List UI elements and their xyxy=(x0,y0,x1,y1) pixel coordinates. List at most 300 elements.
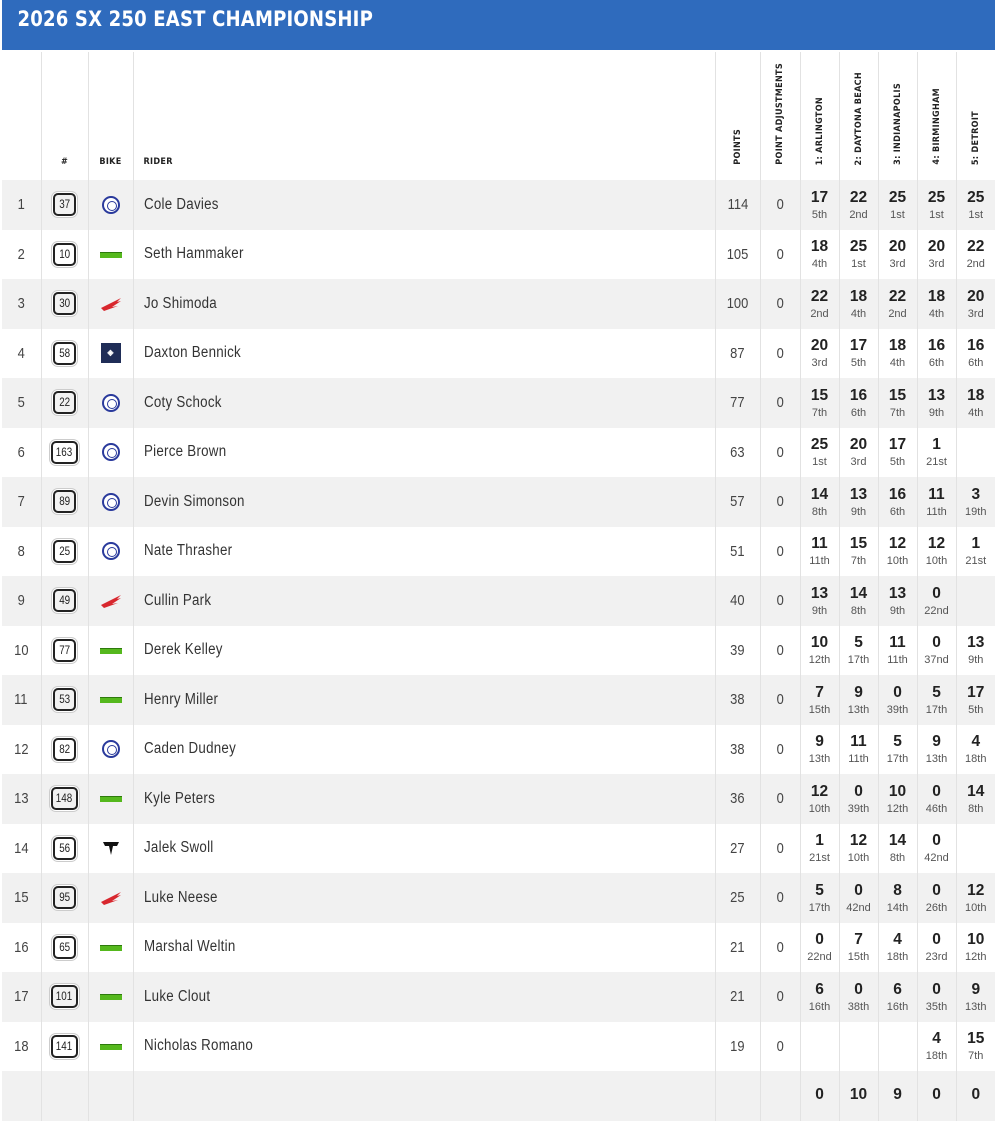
header-rider: RIDER xyxy=(133,52,715,180)
race-points: 14 xyxy=(888,832,907,850)
position-cell: 11 xyxy=(14,691,28,709)
race-points: 22 xyxy=(888,287,907,305)
race-placement: 9th xyxy=(811,604,828,617)
race-points: 15 xyxy=(967,1030,985,1048)
rider-name[interactable]: Jo Shimoda xyxy=(133,279,715,329)
adjustment-cell: 0 xyxy=(760,923,800,973)
bike-cell xyxy=(88,1071,133,1121)
race-placement: 4th xyxy=(889,357,906,370)
table-row[interactable] xyxy=(2,279,995,329)
race-points: 25 xyxy=(849,238,868,256)
table-row[interactable] xyxy=(2,675,995,725)
race-points: 15 xyxy=(849,535,868,553)
race-placement: 7th xyxy=(889,406,906,419)
points-cell: 114 xyxy=(715,180,760,230)
rider-name[interactable]: Kyle Peters xyxy=(133,774,715,824)
yamaha-icon xyxy=(102,394,120,412)
race-points: 20 xyxy=(849,436,868,454)
race-placement: 4th xyxy=(968,406,984,419)
race-result-cell xyxy=(839,378,878,428)
race-placement: 11th xyxy=(809,555,830,568)
race-points: 10 xyxy=(849,1085,868,1103)
adjustment-cell xyxy=(760,1071,800,1121)
race-placement: 3rd xyxy=(889,258,906,271)
race-points: 0 xyxy=(932,1085,941,1103)
table-row[interactable] xyxy=(2,824,995,874)
race-points: 25 xyxy=(967,188,985,206)
triumph-icon xyxy=(102,839,120,857)
race-points: 0 xyxy=(932,980,941,998)
race-points: 25 xyxy=(888,188,907,206)
rider-name[interactable]: Cullin Park xyxy=(133,576,715,626)
race-result-cell xyxy=(917,774,956,824)
race-result-cell xyxy=(956,725,995,775)
table-row[interactable] xyxy=(2,725,995,775)
race-placement: 21st xyxy=(965,555,987,568)
race-result-cell xyxy=(839,576,878,626)
race-points: 0 xyxy=(815,931,824,949)
race-result-cell xyxy=(800,576,839,626)
race-placement: 8th xyxy=(889,852,906,865)
race-result-cell xyxy=(878,230,917,280)
table-row[interactable] xyxy=(2,329,995,379)
race-placement: 10th xyxy=(925,555,948,568)
number-cell xyxy=(41,527,88,577)
number-cell xyxy=(41,1022,88,1072)
rider-number-plate: 37 xyxy=(53,193,76,216)
race-result-cell xyxy=(917,428,956,478)
number-cell xyxy=(41,1071,88,1121)
bike-cell xyxy=(88,180,133,230)
husqvarna-icon: ◈ xyxy=(101,343,121,363)
race-result-cell xyxy=(800,774,839,824)
race-placement: 3rd xyxy=(928,258,945,271)
race-placement: 13th xyxy=(847,703,870,716)
rider-number-plate: 95 xyxy=(53,886,76,909)
bike-cell xyxy=(88,428,133,478)
race-points: 17 xyxy=(810,188,829,206)
race-result-cell xyxy=(839,279,878,329)
race-result-cell xyxy=(917,923,956,973)
race-result-cell xyxy=(839,1071,878,1121)
adjustment-cell: 0 xyxy=(760,873,800,923)
number-cell xyxy=(41,774,88,824)
race-placement: 8th xyxy=(811,505,828,518)
race-placement: 10th xyxy=(965,901,987,914)
race-placement: 1st xyxy=(968,208,984,221)
number-cell xyxy=(41,279,88,329)
kawasaki-icon xyxy=(100,648,122,654)
race-result-cell xyxy=(878,576,917,626)
bike-cell xyxy=(88,527,133,577)
race-result-cell xyxy=(839,477,878,527)
race-placement: 10th xyxy=(886,555,909,568)
rider-number-plate: 58 xyxy=(53,342,76,365)
rider-name[interactable]: Marshal Weltin xyxy=(133,923,715,973)
bike-cell xyxy=(88,923,133,973)
bike-cell xyxy=(88,774,133,824)
race-points: 15 xyxy=(810,386,829,404)
race-points: 20 xyxy=(967,287,985,305)
header-race-1[interactable]: 1: ARLINGTON xyxy=(800,52,839,180)
race-result-cell xyxy=(878,626,917,676)
rider-number-plate: 22 xyxy=(53,391,76,414)
rider-name[interactable]: Henry Miller xyxy=(133,675,715,725)
race-placement: 15th xyxy=(808,703,831,716)
race-result-cell xyxy=(956,1071,995,1121)
race-result-cell xyxy=(800,180,839,230)
rider-name[interactable]: Nate Thrasher xyxy=(133,527,715,577)
race-points: 8 xyxy=(893,881,902,899)
race-result-cell xyxy=(878,725,917,775)
race-result-cell xyxy=(956,873,995,923)
race-points: 22 xyxy=(810,287,829,305)
race-points: 1 xyxy=(971,535,981,553)
table-header xyxy=(2,52,995,180)
race-points: 22 xyxy=(849,188,868,206)
race-placement: 16th xyxy=(886,1000,909,1013)
race-placement: 5th xyxy=(811,208,828,221)
header-race-5[interactable]: 5: DETROIT xyxy=(956,52,995,180)
adjustment-cell: 0 xyxy=(760,329,800,379)
position-cell: 5 xyxy=(17,394,25,412)
bike-cell xyxy=(88,725,133,775)
race-result-cell xyxy=(839,675,878,725)
rider-name[interactable]: Daxton Bennick xyxy=(133,329,715,379)
table-row[interactable] xyxy=(2,477,995,527)
honda-icon xyxy=(100,592,122,610)
race-result-cell xyxy=(878,1022,917,1072)
bike-cell xyxy=(88,626,133,676)
standings-table xyxy=(2,52,995,1121)
race-placement: 19th xyxy=(965,505,987,518)
race-points: 0 xyxy=(932,782,941,800)
race-points: 6 xyxy=(815,980,824,998)
rider-name[interactable]: Caden Dudney xyxy=(133,725,715,775)
race-result-cell xyxy=(956,180,995,230)
rider-name[interactable]: Nicholas Romano xyxy=(133,1022,715,1072)
adjustment-cell: 0 xyxy=(760,972,800,1022)
race-placement: 6th xyxy=(850,406,867,419)
race-result-cell xyxy=(956,824,995,874)
race-points: 0 xyxy=(854,782,863,800)
race-result-cell xyxy=(839,725,878,775)
race-result-cell xyxy=(956,428,995,478)
race-result-cell xyxy=(878,180,917,230)
race-points: 13 xyxy=(849,485,868,503)
number-cell xyxy=(41,378,88,428)
race-placement: 6th xyxy=(968,357,984,370)
race-result-cell xyxy=(956,230,995,280)
yamaha-icon xyxy=(102,542,120,560)
points-cell: 39 xyxy=(715,626,760,676)
rider-number-plate: 56 xyxy=(53,837,76,860)
header-race-3[interactable]: 3: INDIANAPOLIS xyxy=(878,52,917,180)
number-cell xyxy=(41,329,88,379)
header-position xyxy=(2,52,41,180)
race-placement: 4th xyxy=(850,307,867,320)
yamaha-icon xyxy=(102,740,120,758)
race-points: 5 xyxy=(893,733,902,751)
race-points: 4 xyxy=(893,931,902,949)
race-placement: 18th xyxy=(925,1050,948,1063)
header-number: # xyxy=(41,52,88,180)
race-result-cell xyxy=(956,279,995,329)
yamaha-icon xyxy=(102,196,120,214)
race-result-cell xyxy=(956,923,995,973)
race-result-cell xyxy=(917,626,956,676)
race-result-cell xyxy=(839,230,878,280)
race-result-cell xyxy=(956,527,995,577)
points-cell: 21 xyxy=(715,923,760,973)
race-placement: 11th xyxy=(926,505,947,518)
adjustment-cell: 0 xyxy=(760,279,800,329)
race-points: 18 xyxy=(810,238,829,256)
race-result-cell xyxy=(917,279,956,329)
adjustment-cell: 0 xyxy=(760,180,800,230)
table-row[interactable] xyxy=(2,626,995,676)
race-placement: 9th xyxy=(928,406,945,419)
rider-number-plate: 101 xyxy=(51,985,77,1008)
kawasaki-icon xyxy=(100,252,122,258)
race-points: 18 xyxy=(888,337,907,355)
race-points: 13 xyxy=(967,634,985,652)
race-points: 18 xyxy=(849,287,868,305)
race-result-cell xyxy=(800,725,839,775)
points-cell: 51 xyxy=(715,527,760,577)
adjustment-cell: 0 xyxy=(760,378,800,428)
race-placement: 2nd xyxy=(849,208,868,221)
race-placement: 38th xyxy=(847,1000,870,1013)
position-cell: 13 xyxy=(14,790,29,808)
race-result-cell xyxy=(800,824,839,874)
race-result-cell xyxy=(800,279,839,329)
header-point-adjustments[interactable]: POINT ADJUSTMENTS xyxy=(760,52,800,180)
race-result-cell xyxy=(800,675,839,725)
race-result-cell xyxy=(878,675,917,725)
race-placement: 17th xyxy=(925,703,948,716)
number-cell xyxy=(41,180,88,230)
position-cell: 8 xyxy=(17,542,25,560)
race-placement: 6th xyxy=(928,357,945,370)
race-result-cell xyxy=(839,923,878,973)
kawasaki-icon xyxy=(100,796,122,802)
race-points: 11 xyxy=(850,733,867,751)
race-result-cell xyxy=(878,477,917,527)
race-points: 13 xyxy=(810,584,829,602)
race-placement: 13th xyxy=(925,753,948,766)
race-placement: 9th xyxy=(968,654,984,667)
position-cell: 17 xyxy=(14,988,29,1006)
rider-name[interactable] xyxy=(133,1071,715,1121)
race-points: 20 xyxy=(888,238,907,256)
bike-cell xyxy=(88,576,133,626)
race-points: 6 xyxy=(893,980,902,998)
race-result-cell xyxy=(956,774,995,824)
rider-name[interactable]: Luke Clout xyxy=(133,972,715,1022)
race-result-cell xyxy=(917,180,956,230)
race-result-cell xyxy=(917,230,956,280)
race-result-cell xyxy=(800,1022,839,1072)
race-points: 12 xyxy=(888,535,907,553)
race-result-cell xyxy=(917,1071,956,1121)
number-cell xyxy=(41,972,88,1022)
adjustment-cell: 0 xyxy=(760,725,800,775)
rider-name[interactable]: Pierce Brown xyxy=(133,428,715,478)
race-points: 0 xyxy=(854,980,863,998)
table-row[interactable] xyxy=(2,576,995,626)
header-race-2[interactable]: 2: DAYTONA BEACH xyxy=(839,52,878,180)
race-points: 13 xyxy=(888,584,907,602)
race-result-cell xyxy=(917,378,956,428)
number-cell xyxy=(41,873,88,923)
race-result-cell xyxy=(917,972,956,1022)
rider-name[interactable]: Jalek Swoll xyxy=(133,824,715,874)
table-row[interactable] xyxy=(2,1071,995,1121)
race-points: 5 xyxy=(815,881,824,899)
rider-name[interactable]: Luke Neese xyxy=(133,873,715,923)
race-placement: 12th xyxy=(886,802,909,815)
table-row[interactable] xyxy=(2,230,995,280)
table-row[interactable] xyxy=(2,1022,995,1072)
race-points: 12 xyxy=(810,782,829,800)
race-placement: 1st xyxy=(890,208,905,221)
header-points[interactable]: POINTS xyxy=(715,52,760,180)
number-cell xyxy=(41,626,88,676)
race-placement: 8th xyxy=(850,604,867,617)
bike-cell xyxy=(88,477,133,527)
race-points: 7 xyxy=(815,683,824,701)
race-result-cell xyxy=(800,972,839,1022)
table-row[interactable] xyxy=(2,378,995,428)
race-placement: 2nd xyxy=(810,307,829,320)
bike-cell xyxy=(88,873,133,923)
race-placement: 14th xyxy=(886,901,909,914)
position-cell: 18 xyxy=(14,1037,29,1055)
rider-name[interactable]: Devin Simonson xyxy=(133,477,715,527)
kawasaki-icon xyxy=(100,697,122,703)
rider-number-plate: 141 xyxy=(51,1035,77,1058)
race-placement: 18th xyxy=(965,753,987,766)
table-row[interactable] xyxy=(2,923,995,973)
race-points: 9 xyxy=(932,733,941,751)
number-cell xyxy=(41,576,88,626)
adjustment-cell: 0 xyxy=(760,824,800,874)
race-points: 11 xyxy=(928,485,945,503)
race-placement: 5th xyxy=(968,703,984,716)
race-points: 20 xyxy=(927,238,946,256)
race-placement: 9th xyxy=(850,505,867,518)
rider-name[interactable]: Coty Schock xyxy=(133,378,715,428)
position-cell: 10 xyxy=(14,641,29,659)
honda-icon xyxy=(100,295,122,313)
race-result-cell xyxy=(800,873,839,923)
kawasaki-icon xyxy=(100,994,122,1000)
race-result-cell xyxy=(917,329,956,379)
table-row[interactable] xyxy=(2,873,995,923)
race-result-cell xyxy=(878,1071,917,1121)
table-row[interactable] xyxy=(2,428,995,478)
race-placement: 26th xyxy=(925,901,948,914)
race-points: 12 xyxy=(927,535,946,553)
race-placement: 4th xyxy=(811,258,828,271)
race-result-cell xyxy=(839,527,878,577)
race-points: 3 xyxy=(971,485,981,503)
position-cell: 6 xyxy=(17,443,25,461)
race-result-cell xyxy=(956,477,995,527)
page-title: 2026 SX 250 EAST CHAMPIONSHIP xyxy=(17,7,373,31)
race-placement: 12th xyxy=(808,654,831,667)
honda-icon xyxy=(100,889,122,907)
yamaha-icon xyxy=(102,493,120,511)
race-points: 13 xyxy=(927,386,946,404)
race-result-cell xyxy=(800,428,839,478)
points-cell xyxy=(715,1071,760,1121)
race-points: 4 xyxy=(971,733,981,751)
race-placement: 13th xyxy=(965,1000,987,1013)
race-placement: 46th xyxy=(925,802,948,815)
rider-number-plate: 163 xyxy=(51,441,77,464)
bike-cell xyxy=(88,972,133,1022)
race-result-cell xyxy=(800,626,839,676)
table-row[interactable] xyxy=(2,774,995,824)
number-cell xyxy=(41,725,88,775)
header-race-4[interactable]: 4: BIRMINGHAM xyxy=(917,52,956,180)
race-points: 16 xyxy=(849,386,868,404)
race-placement: 10th xyxy=(808,802,831,815)
race-result-cell xyxy=(839,873,878,923)
race-result-cell xyxy=(917,1022,956,1072)
race-placement: 10th xyxy=(847,852,870,865)
points-cell: 36 xyxy=(715,774,760,824)
race-placement: 7th xyxy=(850,555,867,568)
race-placement: 1st xyxy=(851,258,866,271)
race-placement: 3rd xyxy=(850,456,867,469)
race-result-cell xyxy=(800,477,839,527)
table-row[interactable] xyxy=(2,527,995,577)
position-cell: 12 xyxy=(14,740,29,758)
race-result-cell xyxy=(878,527,917,577)
adjustment-cell: 0 xyxy=(760,626,800,676)
position-cell: 7 xyxy=(17,493,25,511)
race-points: 1 xyxy=(932,436,941,454)
table-row[interactable] xyxy=(2,180,995,230)
race-placement: 6th xyxy=(889,505,906,518)
race-result-cell xyxy=(917,675,956,725)
race-points: 15 xyxy=(888,386,907,404)
position-cell: 9 xyxy=(17,592,25,610)
race-points: 17 xyxy=(849,337,868,355)
race-points: 9 xyxy=(893,1085,902,1103)
bike-cell xyxy=(88,230,133,280)
race-result-cell xyxy=(839,972,878,1022)
rider-name[interactable]: Cole Davies xyxy=(133,180,715,230)
race-placement: 9th xyxy=(889,604,906,617)
race-points: 16 xyxy=(927,337,946,355)
position-cell: 15 xyxy=(14,889,29,907)
race-placement: 42nd xyxy=(924,852,949,865)
race-result-cell xyxy=(917,576,956,626)
yamaha-icon xyxy=(102,443,120,461)
race-result-cell xyxy=(956,626,995,676)
table-row[interactable] xyxy=(2,972,995,1022)
standings-rows xyxy=(2,180,995,1121)
rider-name[interactable]: Seth Hammaker xyxy=(133,230,715,280)
number-cell xyxy=(41,477,88,527)
rider-name[interactable]: Derek Kelley xyxy=(133,626,715,676)
race-placement: 12th xyxy=(965,951,987,964)
adjustment-cell: 0 xyxy=(760,527,800,577)
